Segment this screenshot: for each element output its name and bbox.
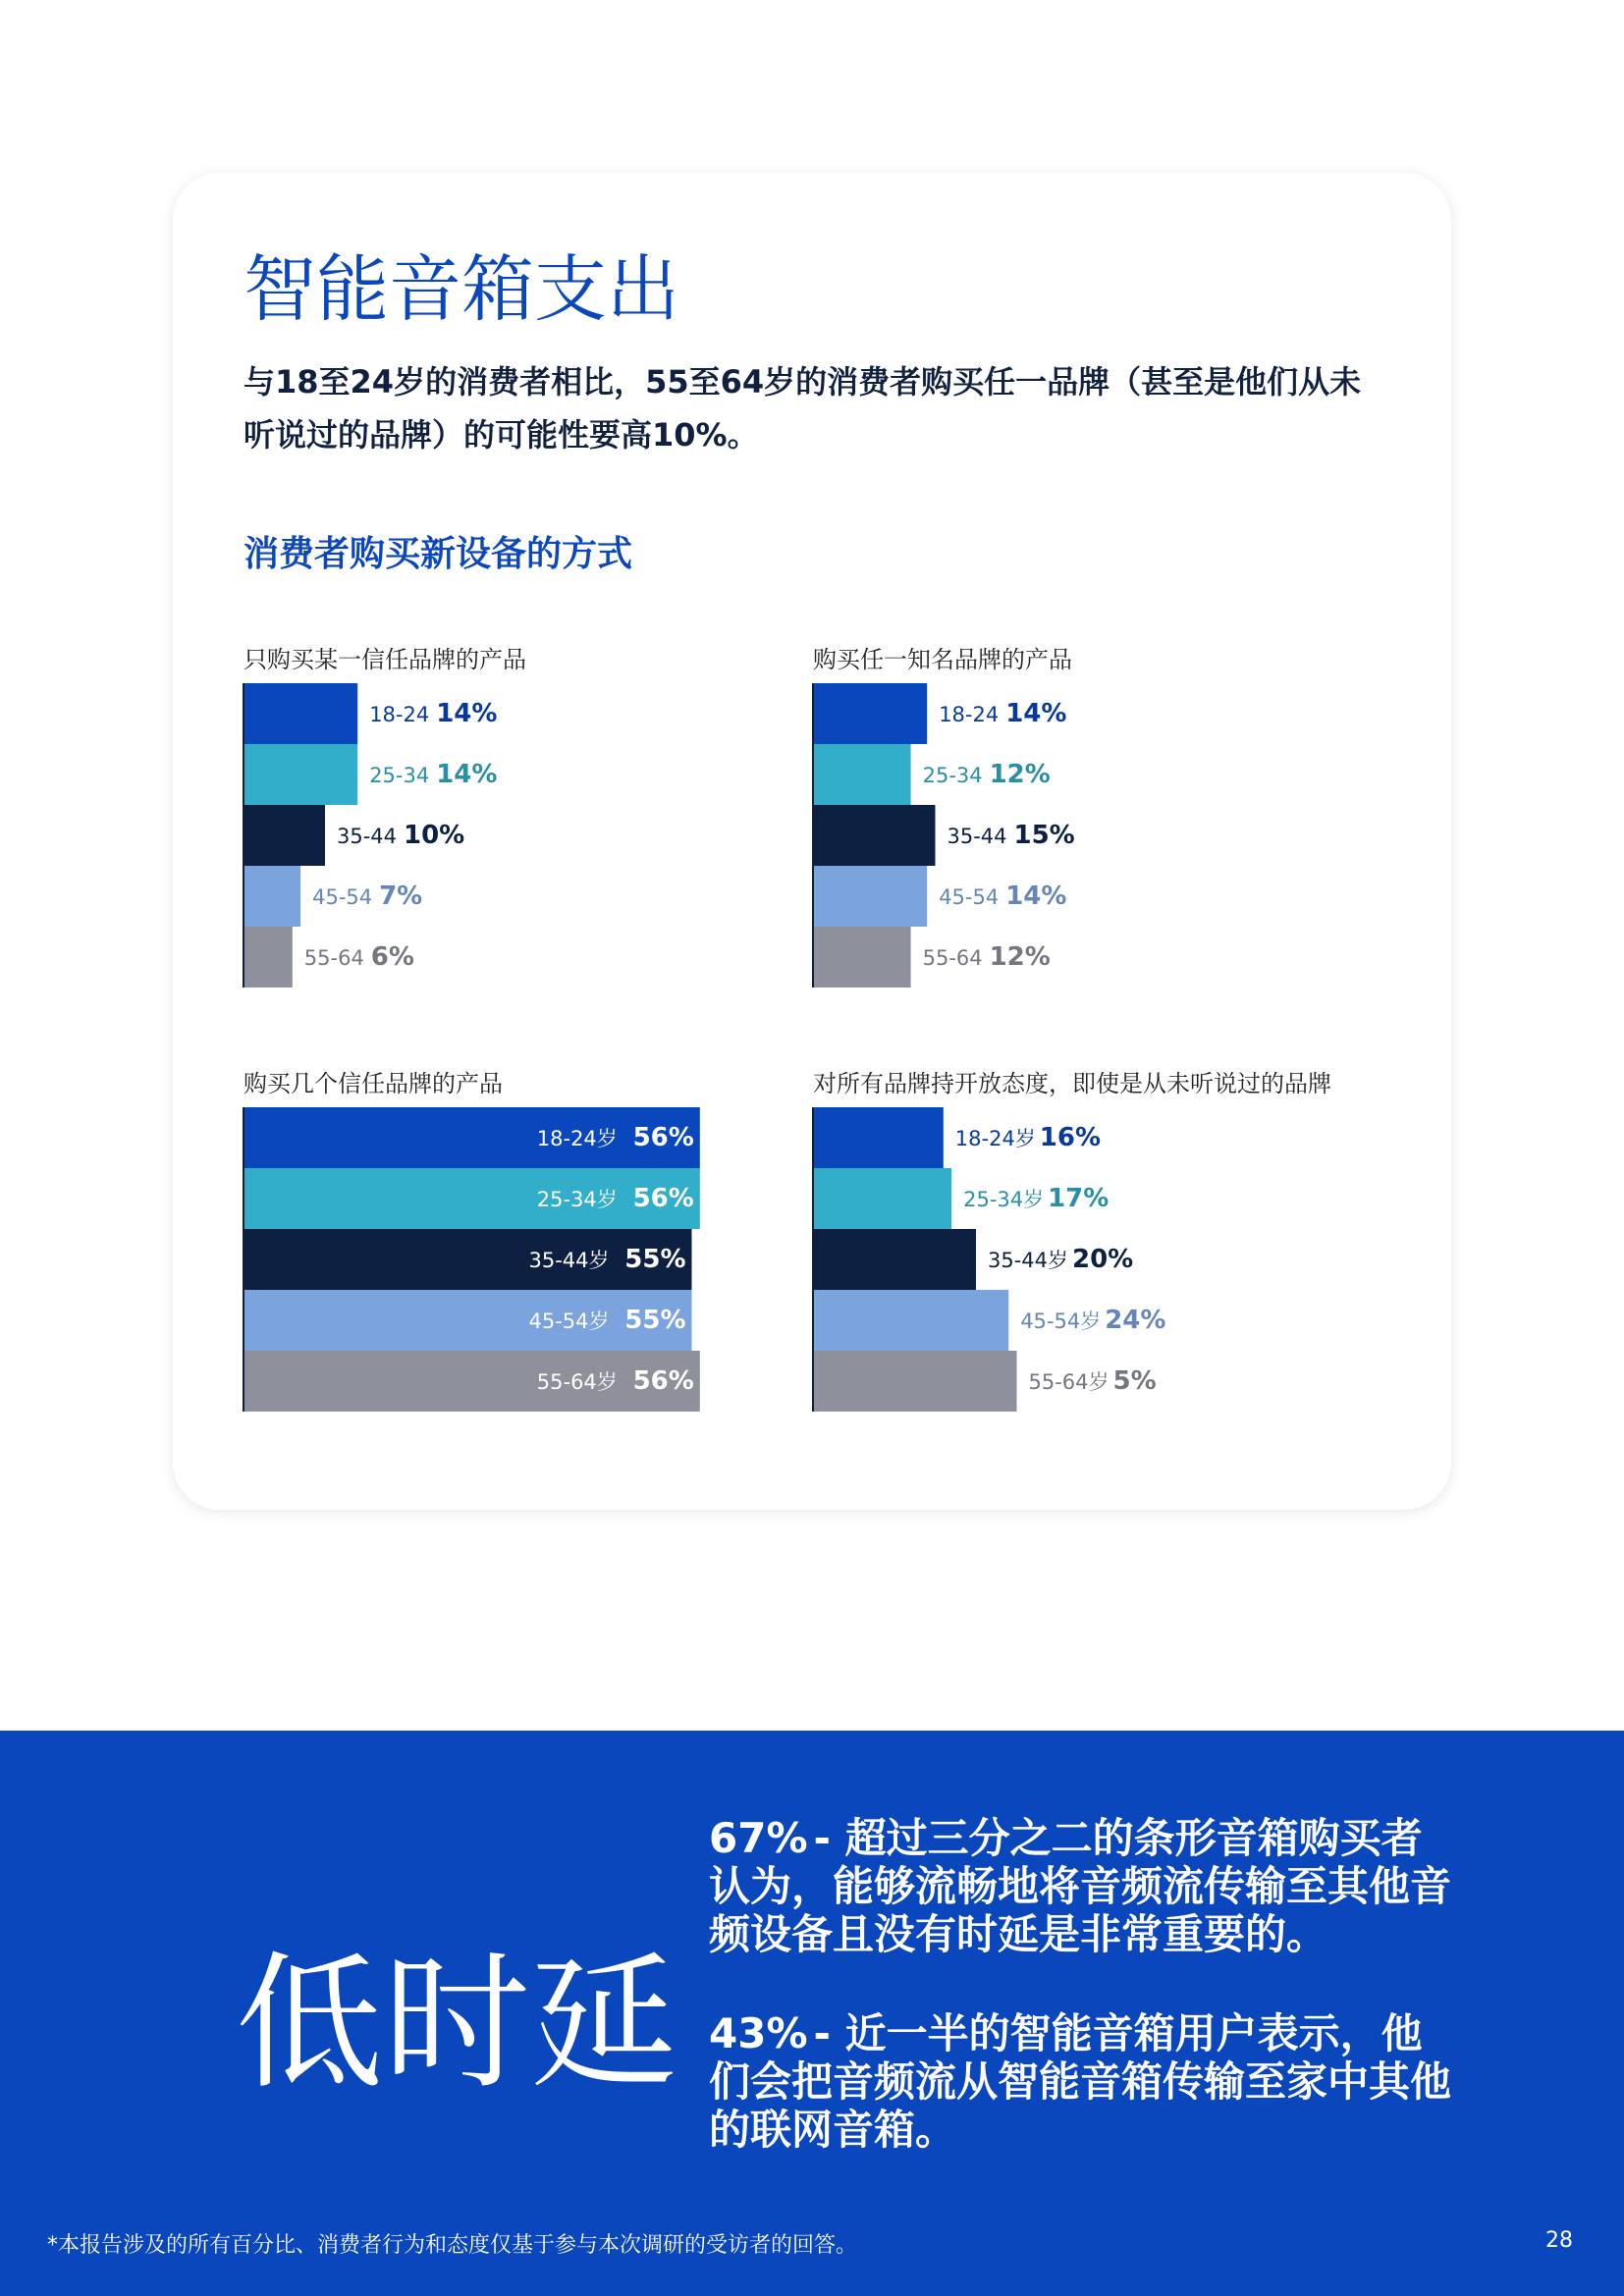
value-label: 56% bbox=[632, 1184, 694, 1213]
intro-text: 与18至24岁的消费者相比，55至64岁的消费者购买任一品牌（甚至是他们从未听说过的品牌）的可能性要高10%。 bbox=[244, 363, 1362, 454]
stat-text: - 超过三分之二的条形音箱购买者认为，能够流畅地将音频流传输至其他音频设备且没有时延是非常重要的。 bbox=[709, 1814, 1452, 1958]
footnote: *本报告涉及的所有百分比、消费者行为和态度仅基于参与本次调研的受访者的回答。 bbox=[47, 2233, 858, 2258]
value-label: 14% bbox=[436, 760, 498, 789]
bar-45-54 bbox=[244, 866, 300, 927]
bar-chart-open-to-all-brands bbox=[813, 1107, 1363, 1412]
bar-18-24岁 bbox=[244, 1107, 700, 1168]
value-label: 24% bbox=[1105, 1306, 1166, 1335]
value-label: 17% bbox=[1048, 1184, 1110, 1213]
chart-panel-one-trusted-brand bbox=[244, 640, 793, 1013]
value-label: 14% bbox=[436, 699, 498, 728]
value-label: 12% bbox=[989, 760, 1051, 789]
chart-panel-any-known-brand bbox=[813, 640, 1363, 1013]
chart-title: 购买任一知名品牌的产品 bbox=[813, 646, 1072, 673]
value-label: 56% bbox=[632, 1366, 694, 1396]
stat-block bbox=[709, 1814, 1455, 1958]
value-label: 5% bbox=[1112, 1366, 1157, 1396]
stat-number: 67% bbox=[709, 1814, 808, 1862]
value-label: 56% bbox=[632, 1123, 694, 1152]
category-label: 18-24岁 bbox=[536, 1127, 618, 1150]
chart-title: 只购买某一信任品牌的产品 bbox=[244, 646, 526, 673]
value-label: 10% bbox=[404, 821, 465, 850]
category-label: 45-54 bbox=[939, 885, 1000, 909]
bar-55-64岁 bbox=[813, 1351, 1017, 1412]
bar-55-64 bbox=[244, 927, 293, 988]
category-label: 35-44岁 bbox=[988, 1249, 1069, 1272]
chart-panel-open-to-all-brands bbox=[813, 1064, 1363, 1437]
value-label: 16% bbox=[1039, 1123, 1102, 1152]
category-label: 55-64岁 bbox=[536, 1370, 618, 1394]
value-label: 7% bbox=[379, 881, 423, 911]
bar-35-44岁 bbox=[813, 1229, 976, 1290]
stat-number: 43% bbox=[709, 2009, 808, 2057]
value-label: 55% bbox=[624, 1306, 686, 1335]
category-label: 55-64岁 bbox=[1028, 1370, 1110, 1394]
value-label: 55% bbox=[624, 1245, 686, 1274]
bar-18-24 bbox=[244, 683, 357, 744]
category-label: 45-54 bbox=[312, 885, 373, 909]
bar-35-44 bbox=[813, 805, 936, 866]
low-latency-heading: 低时延 bbox=[236, 1939, 678, 2109]
stat-text: - 近一半的智能音箱用户表示，他们会把音频流从智能音箱传输至家中其他的联网音箱。 bbox=[709, 2009, 1452, 2154]
bar-25-34 bbox=[813, 744, 911, 805]
section-title: 消费者购买新设备的方式 bbox=[244, 534, 633, 574]
bar-45-54 bbox=[813, 866, 927, 927]
category-label: 35-44 bbox=[947, 825, 1007, 848]
chart-title: 购买几个信任品牌的产品 bbox=[244, 1070, 503, 1097]
category-label: 45-54岁 bbox=[1020, 1309, 1102, 1333]
bar-55-64 bbox=[813, 927, 911, 988]
category-label: 35-44 bbox=[337, 825, 398, 848]
bar-55-64岁 bbox=[244, 1351, 700, 1412]
value-label: 6% bbox=[370, 942, 414, 972]
category-label: 55-64 bbox=[922, 946, 983, 970]
value-label: 12% bbox=[989, 942, 1051, 972]
value-label: 15% bbox=[1013, 821, 1075, 850]
category-label: 18-24 bbox=[939, 703, 1000, 726]
bar-chart-several-trusted-brands bbox=[244, 1107, 793, 1412]
stat-block bbox=[709, 2009, 1455, 2154]
bar-25-34岁 bbox=[244, 1168, 700, 1229]
category-label: 25-34岁 bbox=[536, 1188, 618, 1211]
value-label: 14% bbox=[1005, 699, 1067, 728]
page-title: 智能音箱支出 bbox=[244, 247, 679, 332]
category-label: 45-54岁 bbox=[528, 1309, 610, 1333]
category-label: 25-34 bbox=[369, 764, 430, 787]
bar-35-44 bbox=[244, 805, 325, 866]
bar-18-24岁 bbox=[813, 1107, 944, 1168]
category-label: 55-64 bbox=[303, 946, 364, 970]
chart-title: 对所有品牌持开放态度，即使是从未听说过的品牌 bbox=[813, 1070, 1331, 1097]
page-number: 28 bbox=[1545, 2228, 1573, 2253]
value-label: 20% bbox=[1072, 1245, 1134, 1274]
bar-25-34 bbox=[244, 744, 357, 805]
bar-chart-any-known-brand bbox=[813, 683, 1363, 988]
bar-45-54岁 bbox=[813, 1290, 1008, 1351]
category-label: 18-24 bbox=[369, 703, 430, 726]
category-label: 35-44岁 bbox=[528, 1249, 610, 1272]
category-label: 25-34岁 bbox=[963, 1188, 1045, 1211]
value-label: 14% bbox=[1005, 881, 1067, 911]
bar-25-34岁 bbox=[813, 1168, 951, 1229]
bar-chart-one-trusted-brand bbox=[244, 683, 793, 988]
category-label: 18-24岁 bbox=[954, 1127, 1036, 1150]
category-label: 25-34 bbox=[922, 764, 983, 787]
bar-18-24 bbox=[813, 683, 927, 744]
chart-panel-several-trusted-brands bbox=[244, 1064, 793, 1437]
